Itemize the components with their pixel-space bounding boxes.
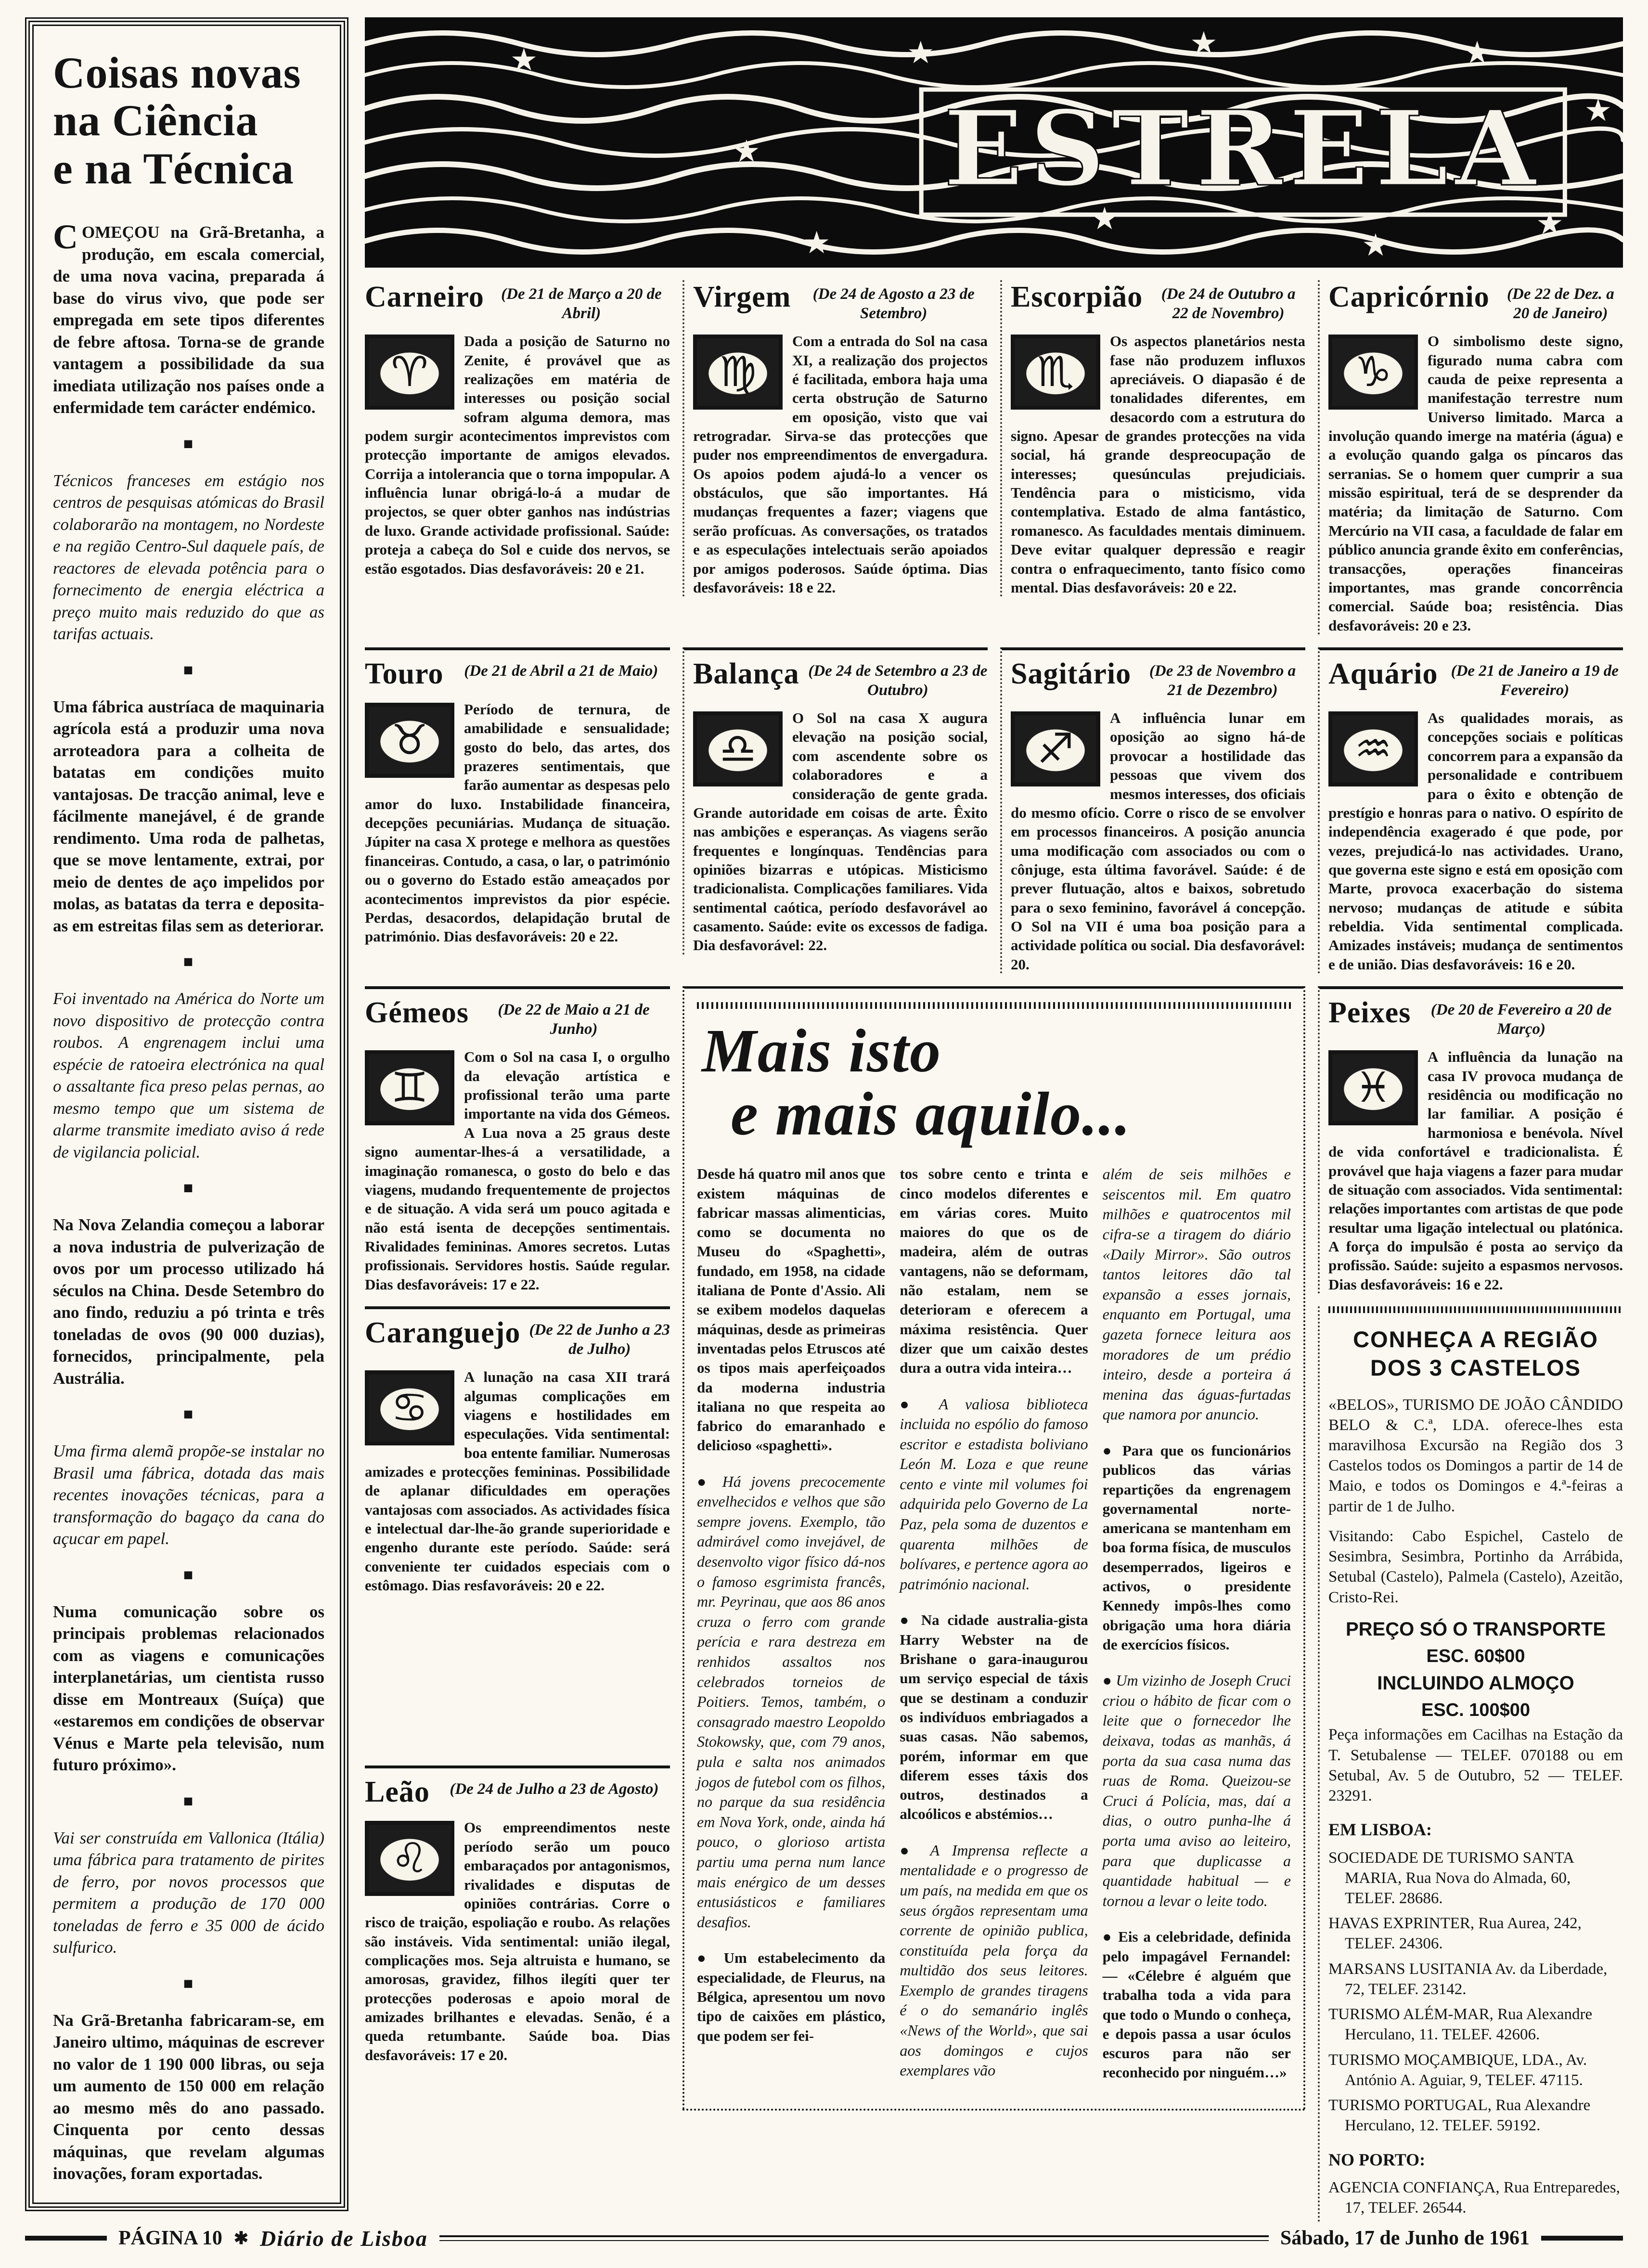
balanca-icon: ♎ bbox=[693, 711, 783, 786]
promo-price-lunch-value: ESC. 100$00 bbox=[1421, 1700, 1531, 1720]
science-paragraph: COMEÇOU na Grã-Bretanha, a produção, em escala comercial, de uma nova vacina, preparada á base do virus vivo, que pode ser empregada em sete tipos diferentes de febre aftosa. Torna-se de grande vantagem a possibilidade da sua imediata utilização nos países onde a enfermidade tem carácter endémico. bbox=[53, 218, 324, 417]
sign-sagitario bbox=[1000, 647, 1305, 974]
misc-article bbox=[682, 986, 1305, 2111]
science-column bbox=[25, 17, 348, 2211]
star-icon: ★ bbox=[907, 35, 935, 71]
sign-touro-text: Período de ternura, de amabilidade e sensualidade; gosto do belo, das artes, dos prazeres sentimentais, que farão aumentar as despesas pelo amor do luxo. Instabilidade financeira, decepções pecuniárias. Mudança de situação. Júpiter na casa X protege e melhora as questões financeiras. Contudo, a casa, o lar, o património ou o governo do Estado estão ameaçados por acontecimentos imprevistos da pior espécie. Perdas, desacordos, delapidação brutal de património. Dias desfavoráveis: 20 e 22. bbox=[365, 700, 670, 945]
sign-leao-dates: (De 24 de Julho a 23 de Agosto) bbox=[450, 1780, 659, 1798]
sign-escorpiao-dates: (De 24 de Outubro a 22 de Novembro) bbox=[1161, 285, 1296, 322]
sign-sagitario-text: A influência lunar em oposição ao signo há-de provocar a hostilidade das pessoas que vivem dos mesmos interesses, dos oficiais do mesmo ofício. Corre o risco de se envolver em processos financeiros. A posição anuncia uma modificação com associados ou com o cônjuge, esta última favorável. Saúde: é de prever flutuação, altos e baixos, sobretudo para o sexo feminino, favorável á concepção. O Sol na VII é uma boa posição para a actividade política ou social. Dia desfavorável: 20. bbox=[1011, 709, 1305, 973]
sign-aquario-name: Aquário bbox=[1328, 657, 1438, 690]
escorpiao-icon: ♏ bbox=[1011, 335, 1100, 410]
article-paragraph: Desde há quatro mil anos que existem máquinas de fabricar massas alimenticias, como se documenta no Museu do «Spaghetti», fundado, em 1958, na cidade italiana de Ponte d'Assio. Ali se exibem modelos daquelas máquinas, desde as primeiras inventadas pelos Etruscos até os tipos mais aperfeiçoados da moderna industria italiana no que respeita ao fabrico do emaranhado e delicioso «spaghetti». bbox=[697, 1165, 886, 1454]
sign-aquario-dates: (De 21 de Janeiro a 19 de Fevereiro) bbox=[1451, 662, 1619, 699]
science-paragraph: Uma fábrica austríaca de maquinaria agrícola está a produzir uma nova arroteadora para a colheita de batatas em condições muito vantajosas. De tracção animal, leve e fácilmente manejável, é de grande rendimento. Uma roda de palhetas, que se move lentamente, extrai, por meio de dentes de aço impelidos por molas, as batatas da terra e deposita-as em estreitas filas sem as deteriorar. bbox=[53, 697, 324, 935]
article-paragraph: ● Um vizinho de Joseph Cruci criou o hábito de ficar com o leite que o fornecedor lhe deixava, todas as manhãs, á porta da sua casa numa das ruas de Roma. Queizou-se Cruci á Polícia, mas, daí a dias, o outro punha-lhe á porta uma aviso ao leiteiro, para que duplicasse a quantidade habitual — e tornou a levar o leite todo. bbox=[1102, 1672, 1291, 1909]
peixes-icon: ♓ bbox=[1328, 1050, 1418, 1125]
sign-balanca-text: O Sol na casa X augura elevação na posição social, com ascendente sobre os colaboradores e a consideração de gente grada. Grande autoridade em coisas de arte. Êxito nas ambições e esperanças. As viagens serão frequentes e longínquas. Tendências para opiniões bizarras e utópicas. Misticismo tradicionalista. Complicações familiares. Vida sentimental caótica, período desfavorável ao casamento. Saúde: evite os excessos de fadiga. Dia desfavorável: 22. bbox=[693, 709, 988, 954]
article-paragraph: além de seis milhões e seiscentos mil. Em quatro milhões e quatrocentos mil cifra-se a tiragem do diário «Daily Mirror». São outros tantos leitores dão tal expansão a esses jornais, enquanto em Portugal, uma gazeta fornece leitura aos moradores de um prédio inteiro, desde a porteira á menina das águas-furtadas que namora por anuncio. bbox=[1102, 1165, 1291, 1423]
leao-icon: ♌ bbox=[365, 1821, 454, 1896]
sign-capricornio-dates: (De 22 de Dez. a 20 de Janeiro) bbox=[1507, 285, 1614, 322]
sign-carneiro-dates: (De 21 de Março a 20 de Abril) bbox=[501, 285, 662, 322]
science-title-line2: na Ciência bbox=[53, 96, 258, 145]
promo-heading bbox=[1328, 1326, 1623, 1382]
square-separator-icon: ■ bbox=[183, 1792, 194, 1810]
caranguejo-icon: ♋ bbox=[365, 1370, 454, 1445]
castelos-promo bbox=[1318, 1306, 1623, 2223]
article-paragraph: ● Para que os funcionários publicos das várias repartições da engrenagem governamental norte-americana se mantenham em boa forma física, de musculos desemperrados, ligeiros e activos, o presidente Kennedy impôs-lhes como obrigação uma hora diária de exercícios físicos. bbox=[1102, 1442, 1291, 1653]
square-separator-icon: ■ bbox=[183, 661, 194, 679]
star-icon: ★ bbox=[1362, 227, 1390, 263]
sign-virgem-name: Virgem bbox=[693, 281, 791, 313]
sign-aquario-text: As qualidades morais, as concepções sociais e políticas concorrem para a expansão da personalidade e contribuem para o êxito e obtenção de prestígio e honras para o nativo. O espírito de independência exagerado é que pode, por vezes, prejudicá-lo nas actividades. Urano, que governa este signo e está em oposição com Marte, provoca exacerbação do sistema nervoso; mudanças de atitude e súbita rebeldia. Vida sentimental complicada. Amizades instáveis; mudança de sentimentos e de união. Dias desfavoráveis: 16 e 20. bbox=[1328, 709, 1623, 973]
star-icon: ★ bbox=[733, 133, 760, 169]
sign-balanca-name: Balança bbox=[693, 657, 799, 690]
sign-balanca bbox=[682, 647, 988, 955]
sign-escorpiao bbox=[1000, 280, 1305, 597]
sign-balanca-dates: (De 24 de Setembro a 23 de Outubro) bbox=[808, 662, 988, 699]
promo-intro: «BELOS», TURISMO DE JOÃO CÂNDIDO BELO & C.ª, LDA. oferece-lhes esta maravilhosa Excursão na Região dos 3 Castelos todos os Domingos a partir de 14 de Maio, e todos os Domingos e 4.ª-feiras a partir de 1 de Julho. bbox=[1328, 1396, 1623, 1515]
promo-agency: MARSANS LUSITANIA Av. da Liberdade, 72, TELEF. 23142. bbox=[1328, 1960, 1608, 1998]
article-paragraph: tos sobre cento e trinta e cinco modelos diferentes e em várias cores. Muito maiores do que os de madeira, além de outras vantagens, não se deformam, não estalam, nem se deterioram e oferecem a máxima resistência. Quer dizer que um caixão destes dura a outra vida inteira… bbox=[900, 1165, 1088, 1377]
sign-gemeos-name: Gémeos bbox=[365, 996, 469, 1030]
article-paragraph: ● Eis a celebridade, definida pelo impagável Fernandel: — «Célebre é alguém que trabalha toda a vida para que todo o Mundo o conheça, e depois passa a usar óculos escuros para não ser reconhecido por ninguém…» bbox=[1102, 1928, 1291, 2081]
sign-gemeos-text: Com o Sol na casa I, o orgulho da elevação artística e profissional terão uma parte importante na vida dos Gémeos. A Lua nova a 25 graus deste signo aumentar-lhes-á a versatilidade, a imaginação romanesca, o gosto do belo e das viagens, mudando frequentemente de projectos e de situação. A vida será um pouco agitada e não está isenta de decepções sentimentais. Rivalidades femininas. Amores secretos. Lutas profissionais. Servidores hostis. Saúde regular. Dias desfavoráveis: 17 e 22. bbox=[365, 1048, 670, 1293]
page-footer bbox=[25, 2218, 1623, 2258]
virgem-icon: ♍ bbox=[693, 335, 783, 410]
sign-gemeos-dates: (De 22 de Maio a 21 de Junho) bbox=[498, 1001, 650, 1038]
science-paragraph: Uma firma alemã propõe-se instalar no Brasil uma fábrica, dotada das mais recentes inovações técnicas, para a transformação do bagaço da cana do açucar em papel. bbox=[53, 1442, 324, 1548]
sign-touro bbox=[365, 647, 670, 946]
carneiro-icon: ♈ bbox=[365, 335, 454, 410]
capricornio-icon: ♑ bbox=[1328, 335, 1418, 410]
promo-visiting: Visitando: Cabo Espichel, Castelo de Sesimbra, Sesimbra, Portinho da Arrábida, Setubal (Castelo), Palmela (Castelo), Azeitão, Cristo-Rei. bbox=[1328, 1527, 1623, 1606]
sign-carneiro bbox=[365, 280, 670, 578]
sign-carneiro-text: Dada a posição de Saturno no Zenite, é provável que as realizações em matéria de interesses ou posição social sofram alguma demora, mas podem surgir acontecimentos imprevistos com protecção importante de amigos elevados. Corrija a intolerancia que o torna impopular. A influência lunar obrigá-lo-á a mudar de projectos, se quer obter ganhos nas indústrias de luxo. Grande actividade profissional. Saúde: proteja a cabeça do Sol e cuide dos nervos, se estão esgotados. Dias desfavoráveis: 20 e 21. bbox=[365, 333, 670, 577]
square-separator-icon: ■ bbox=[183, 1405, 194, 1424]
footer-paper-name: Diário de Lisboa bbox=[260, 2226, 428, 2251]
science-paragraph: Na Grã-Bretanha fabricaram-se, em Janeiro ultimo, máquinas de escrever no valor de 1 190 000 libras, ou seja um aumento de 150 000 em relação ao mesmo mês do ano passado. Cinquenta por cento dessas máquinas, que revelam algumas inovações, foram exportadas. bbox=[53, 2010, 324, 2183]
promo-heading-line1: CONHEÇA A REGIÃO bbox=[1353, 1327, 1598, 1353]
promo-agency: TURISMO MOÇAMBIQUE, LDA., Av. António A. Aguiar, 9, TELEF. 47115. bbox=[1328, 2051, 1587, 2089]
square-separator-icon: ■ bbox=[183, 1566, 194, 1584]
sign-capricornio-name: Capricórnio bbox=[1328, 281, 1490, 313]
sign-virgem-dates: (De 24 de Agosto a 23 de Setembro) bbox=[812, 285, 975, 322]
promo-agency: TURISMO PORTUGAL, Rua Alexandre Herculano, 12. TELEF. 59192. bbox=[1328, 2097, 1591, 2135]
article-paragraph: ● Há jovens precocemente envelhecidos e velhos que são sempre jovens. Exemplo, tão admirável como invejável, de desenvolto vigor físico dá-nos o famoso esgrimista francês, mr. Peyrinau, que aos 86 anos cruza o ferro com grande perícia e rara destreza em renhidos assaltos nos celebrados torneios de Poitiers. Temos, também, o consagrado maestro Leopoldo Stokowsky, que, com 79 anos, pula e salta nos animados jogos de futebol com os filhos, no parque da sua residência em Nova York, onde, ainda há pouco, o glorioso artista partiu uma perna num lance mais enérgico de um desses entusiásticos e familiares desafios. bbox=[697, 1472, 886, 1931]
footer-rule bbox=[1541, 2236, 1623, 2241]
star-icon: ★ bbox=[1584, 92, 1612, 129]
sign-caranguejo-name: Caranguejo bbox=[365, 1316, 521, 1350]
article-column-1 bbox=[697, 1164, 885, 2099]
sagitario-icon: ♐ bbox=[1011, 711, 1100, 786]
square-separator-icon: ■ bbox=[183, 1974, 194, 1993]
sign-sagitario-name: Sagitário bbox=[1011, 657, 1132, 690]
banner-woodcut bbox=[365, 17, 1623, 268]
horoscope-section bbox=[365, 17, 1623, 2216]
square-separator-icon: ■ bbox=[183, 435, 194, 453]
article-paragraph: ● Na cidade australia-gista Harry Webster na de Brishane o gara-inaugurou um serviço especial de táxis que se destinam a conduzir os indivíduos embriagados a suas casas. Não sabemos, porém, informar em que diferem esses táxis dos outros, destinados a alcoólicos e abstémios… bbox=[900, 1611, 1088, 1823]
promo-info: Peça informações em Cacilhas na Estação da T. Setubalense — TELEF. 070188 ou em Setubal, Av. 5 de Outubro, 52 — TELEF. 23291. bbox=[1328, 1726, 1623, 1805]
banner-title: ESTRELA bbox=[943, 88, 1543, 209]
sign-sagitario-dates: (De 23 de Novembro a 21 de Dezembro) bbox=[1149, 662, 1296, 699]
promo-heading-line2: DOS 3 CASTELOS bbox=[1370, 1354, 1581, 1380]
footer-page-number: PÁGINA 10 bbox=[118, 2227, 222, 2249]
sign-capricornio-text: O simbolismo deste signo, figurado numa cabra com cauda de peixe representa a manifestação terrestre num Universo limitado. Marca a involução quando imerge na matéria (água) e a evolução quando galga os píncaros das serranias. Se o homem quer cumprir a sua missão espiritual, terá de se desprender da matéria; da limitação de Saturno. Com Mercúrio na VII casa, a faculdade de falar em público anuncia grande êxito em conferências, transacções, operações financeiras importantes, mas grande concorrência comercial. Saúde boa; resistência. Dias desfavoráveis: 20 e 23. bbox=[1328, 333, 1623, 634]
promo-price-lunch-label: INCLUINDO ALMOÇO bbox=[1377, 1672, 1574, 1694]
sign-gemeos bbox=[365, 986, 670, 1294]
science-paragraph: Foi inventado na América do Norte um novo dispositivo de protecção contra roubos. A engrenagem inclui uma espécie de ratoeira electrónica na qual o assaltante fica preso pelas pernas, ao mesmo tempo que um sistema de alarme transmite imediato aviso á rede de vigilancia policial. bbox=[53, 989, 324, 1161]
sign-leao-name: Leão bbox=[365, 1776, 430, 1809]
promo-agency: SOCIEDADE DE TURISMO SANTA MARIA, Rua Nova do Almada, 60, TELEF. 28686. bbox=[1328, 1849, 1574, 1907]
science-paragraph: Técnicos franceses em estágio nos centros de pesquisas atómicas do Brasil colaborarão na montagem, no Nordeste e na região Centro-Sul daquele país, de reactores de elevada potência para o fornecimento de energia eléctrica a preço muito mais reduzido do que as tarifas actuais. bbox=[53, 471, 324, 644]
science-column-title bbox=[53, 49, 324, 193]
footer-rule bbox=[25, 2236, 107, 2241]
aquario-icon: ♒ bbox=[1328, 711, 1418, 786]
article-column-3 bbox=[1103, 1164, 1291, 2099]
sign-escorpiao-name: Escorpião bbox=[1011, 281, 1143, 313]
footer-date: Sábado, 17 de Junho de 1961 bbox=[1280, 2227, 1530, 2249]
sign-peixes bbox=[1318, 986, 1623, 1294]
sign-leao bbox=[365, 1765, 670, 2064]
sign-caranguejo bbox=[365, 1306, 670, 1595]
misc-article-title bbox=[702, 1017, 1291, 1148]
star-icon: ★ bbox=[1190, 25, 1218, 61]
footer-rule bbox=[439, 2235, 1269, 2241]
star-icon: ★ bbox=[802, 225, 831, 261]
estrela-banner bbox=[365, 17, 1623, 268]
sign-peixes-name: Peixes bbox=[1328, 996, 1411, 1030]
article-paragraph: ● Um estabelecimento da especialidade, de Fleurus, na Bélgica, apresentou um novo tipo de caixões em plástico, que podem ser fei- bbox=[697, 1949, 886, 2044]
sign-leao-text: Os empreendimentos neste período serão um pouco embaraçados por antagonismos, rivalidades e disputas de opiniões contrárias. Corre o risco de traição, espoliação e roubo. As relações são instáveis. Vida sentimental: união ilegal, complicações mos. Seja altruista e humano, se amorosas, gravidez, filhos ilegíti quer ter protecções poderosas e apoio moral de amizades brilhantes e elevadas. Senão, é a queda retumbante. Saúde boa. Dias desfavoráveis: 17 e 20. bbox=[365, 1819, 670, 2063]
article-title-line2: e mais aquilo... bbox=[731, 1079, 1132, 1148]
sign-caranguejo-dates: (De 22 de Junho a 23 de Julho) bbox=[529, 1321, 670, 1358]
star-icon: ★ bbox=[1091, 201, 1119, 237]
sign-virgem-text: Com a entrada do Sol na casa XI, a realização dos projectos é facilitada, embora haja uma certa obstrução de Saturno em oposição, visto que vai retrogradar. Sirva-se das protecções que puder nos empreendimentos de envergadura. Os apoios podem ajudá-lo a vencer os obstáculos, que são importantes. Há mudanças frequentes a fazer; viagens que serão profícuas. As conversações, os tratados e as especulações intelectuais serão apoiados por amigos poderosos. Saúde óptima. Dias desfavoráveis: 18 e 22. bbox=[693, 333, 988, 596]
gemeos-icon: ♊ bbox=[365, 1050, 454, 1125]
sign-touro-name: Touro bbox=[365, 657, 444, 690]
square-separator-icon: ■ bbox=[183, 1179, 194, 1198]
sign-carneiro-name: Carneiro bbox=[365, 281, 484, 313]
square-separator-icon: ■ bbox=[183, 953, 194, 971]
sign-peixes-text: A influência da lunação na casa IV provoca mudança de residência ou modificação no lar familiar. A posição é harmoniosa e benévola. Nível de vida confortável e tradicionalista. É provável que haja viagens a fazer para mudar de situação com associados. Vida sentimental: relações importantes com artistas de que pode resultar uma ligação intelectual ou platónica. A força do impulsão é posta ao serviço da profissão. Saúde: sujeito a espasmos nervosos. Dias desfavoráveis: 16 e 22. bbox=[1328, 1048, 1623, 1293]
promo-agency: AGENCIA CONFIANÇA, Rua Entreparedes, 17, TELEF. 26544. bbox=[1328, 2178, 1620, 2216]
article-title-line1: Mais isto bbox=[702, 1017, 942, 1085]
promo-porto-heading: NO PORTO: bbox=[1328, 2150, 1426, 2169]
star-icon: ★ bbox=[1536, 206, 1564, 242]
sign-touro-dates: (De 21 de Abril a 21 de Maio) bbox=[464, 662, 658, 680]
sign-peixes-dates: (De 20 de Fevereiro a 20 de Março) bbox=[1430, 1001, 1612, 1038]
star-separator-icon: ✱ bbox=[233, 2229, 249, 2248]
science-paragraph: Numa comunicação sobre os principais problemas relacionados com as viagens e comunicações interplanetárias, um cientista russo disse em Montreaux (Suíça) que «estaremos em condições de observar Vénus e Marte pela televisão, num futuro próximo». bbox=[53, 1602, 324, 1775]
article-paragraph: ● A valiosa biblioteca incluida no espólio do famoso escritor e estadista boliviano León M. Loza e que reune cento e vinte mil volumes foi adquirida pelo Governo de La Paz, pela soma de duzentos e quarenta milhões de bolívares, e pertence agora ao património nacional. bbox=[900, 1395, 1088, 1593]
horoscope-grid bbox=[365, 268, 1623, 2223]
article-paragraph: ● A Imprensa reflecte a mentalidade e o progresso de um país, na medida em que os seus órgãos representam uma corrente de opinião publica, constituída pela força da multidão dos seus leitores. Exemplo de grandes tiragens é o do semanário inglês «News of the World», que sai aos domingos e cujos exemplares vão bbox=[900, 1841, 1088, 2079]
sign-caranguejo-text: A lunação na casa XII trará algumas complicações em viagens e hostilidades em especulações. Vida sentimental: boa entente familiar. Numerosas amizades e protecções femininas. Possibilidade de aplanar dificuldades em operações vantajosas com associados. As actividades física e intelectual dar-lhe-ão grande superioridade e engenho durante este período. Saúde: será conveniente ter cuidados especiais com o estômago. Dias resfavoráveis: 20 e 22. bbox=[365, 1368, 670, 1594]
article-column-2 bbox=[900, 1164, 1088, 2099]
sign-virgem bbox=[682, 280, 988, 597]
science-paragraph: Vai ser construída em Vallonica (Itália) uma fábrica para tratamento de pirites de ferro, por novos processos que permitem a produção de 170 000 toneladas de ferro e 35 000 de ácido sulfurico. bbox=[53, 1828, 324, 1957]
promo-agency: HAVAS EXPRINTER, Rua Aurea, 242, TELEF. 24306. bbox=[1328, 1915, 1582, 1953]
science-title-line3: e na Técnica bbox=[53, 143, 294, 193]
sign-escorpiao-text: Os aspectos planetários nesta fase não produzem influxos apreciáveis. O diapasão é de tonalidades diferentes, em desacordo com a estrutura do signo. Apesar de grandes protecções na vida social, há grande despreocupação de interesses; quesúnculas prejudiciais. Tendência para o misticismo, vida contemplativa. Estado de alma fantástico, romanesco. As faculdades mentais diminuem. Deve evitar qualquer depressão e reagir contra o enfraquecimento, tanto físico como mental. Dias desfavoráveis: 20 e 22. bbox=[1011, 333, 1305, 596]
science-title-line1: Coisas novas bbox=[53, 48, 301, 97]
science-paragraph: Na Nova Zelandia começou a laborar a nova industria de pulverização de ovos por um processo utilizado há séculos na China. Desde Setembro do ano findo, reduziu a pó trinta e três toneladas de ovos (90 000 duzias), fornecidos, principalmente, pela Austrália. bbox=[53, 1215, 324, 1388]
sign-capricornio bbox=[1318, 280, 1623, 635]
promo-agency: TURISMO ALÉM-MAR, Rua Alexandre Herculano, 11. TELEF. 42606. bbox=[1328, 2006, 1593, 2044]
sign-aquario bbox=[1318, 647, 1623, 974]
touro-icon: ♉ bbox=[365, 703, 454, 778]
star-icon: ★ bbox=[510, 42, 538, 78]
promo-lisbon-heading: EM LISBOA: bbox=[1328, 1820, 1432, 1840]
promo-price-transport-value: ESC. 60$00 bbox=[1426, 1646, 1525, 1667]
promo-price-transport-label: PREÇO SÓ O TRANSPORTE bbox=[1345, 1618, 1606, 1640]
star-icon: ★ bbox=[1463, 35, 1491, 71]
